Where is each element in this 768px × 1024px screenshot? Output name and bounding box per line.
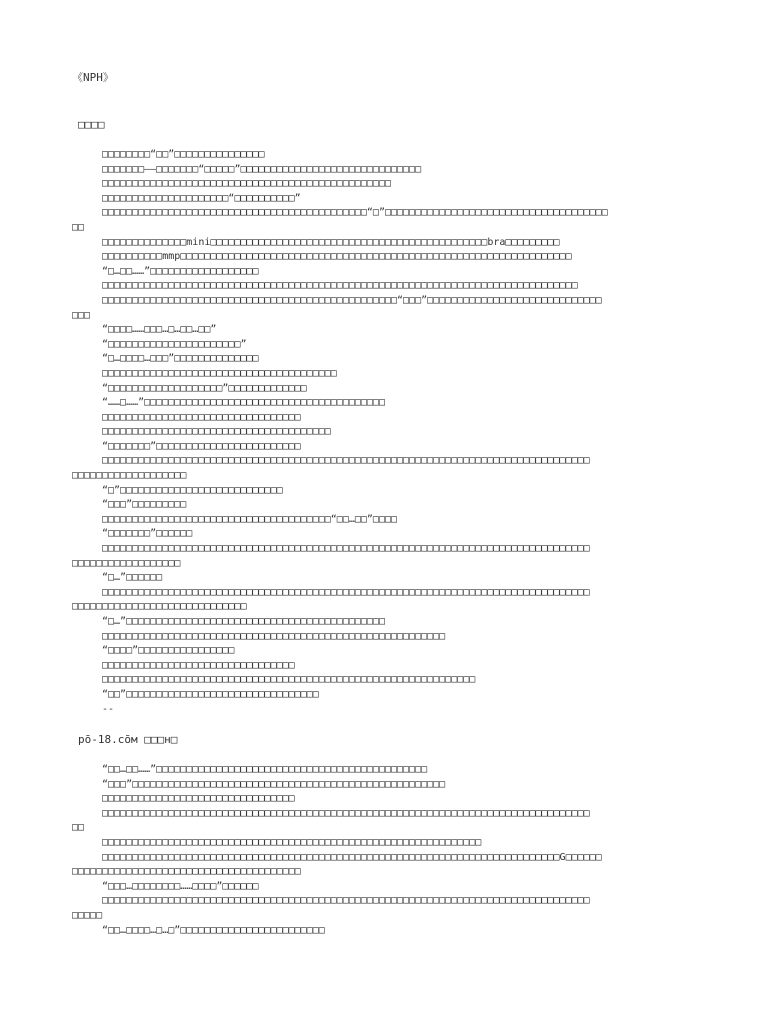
text-line: □□□□□□□□□□□□□□□□□□□□□□□□□□□□□□□□□□□□□□□□□□□□□□□□□□□□□□□□□□□□□□□□□□□□□□□□□□□□□□□ [102, 280, 578, 292]
text-line: “□□…□□□□…□…□”□□□□□□□□□□□□□□□□□□□□□□□□ [102, 924, 325, 936]
text-line: □□□□□□□——□□□□□□□“□□□□□”□□□□□□□□□□□□□□□□□□□□□□□□□□□□□□ [102, 163, 422, 175]
text-line: □□□□□□□□□□□□□□□□□□□□□□□□□□□□□□□□□□□□□□□□□□□□□□□□□□□□□□□□□□□□□□ [102, 674, 476, 686]
text-line: □□□□□□□□□□□□□□□□□□□□□□□□□□□□□□□□□□□□□□□□□□□□□□□□□□□□□□□□□□□□□□□□□□□□□□□□□□□□□□□□□ [102, 455, 590, 467]
text-line: □□□□□□□□□□□□□□□□□□□□□□□□□□□□□□□□□□□□□□ [102, 426, 331, 438]
text-line: “□□…□□……”□□□□□□□□□□□□□□□□□□□□□□□□□□□□□□□□□□□□□□□□□□□□□ [102, 764, 428, 775]
text-line: “□□□□□□□□□□□□□□□□□□□□□□” [102, 338, 247, 350]
section-title: □□□□ [78, 118, 105, 131]
text-line: □□□□□□□□□□□□□□□□□□□□□□□□□□□□□□□□□□□□□□□□□□□□□□□□□“□□□”□□□□□□□□□□□□□□□□□□□□□□□□□□□□□ [102, 294, 602, 306]
text-line: □□□□□□□□□□□□□□mini□□□□□□□□□□□□□□□□□□□□□□□□□□□□□□□□□□□□□□□□□□□□□□bra□□□□□□□□□ [102, 236, 560, 248]
text-line: “□…□□□□…□□□”□□□□□□□□□□□□□□ [102, 353, 259, 365]
text-line: “□□□□□□□”□□□□□□ [102, 528, 193, 540]
text-line: □□□□□□□□□□□□□□□□□□□□□□□□□□□□□□□□□□□□□□□□□□□□□□□□□□□□□□□□□□□□□□□ [102, 836, 482, 848]
text-line: -- [102, 703, 115, 715]
text-line: □□□□□□□□□□□□□□□□□□□□□□□□□□□□□□□□□□□□□□□ [102, 367, 337, 379]
text-line: “□□□”□□□□□□□□□□□□□□□□□□□□□□□□□□□□□□□□□□□□□□□□□□□□□□□□□□□□ [102, 778, 446, 790]
text-line: □□□□□□□□□□□□□□□□□□□□□“□□□□□□□□□□” [102, 192, 301, 204]
text-line: “□□□”□□□□□□□□□ [102, 499, 187, 511]
text-line: □□□□□□□□□□□□□□□□□□□□□□□□□□□□□□□□ [102, 793, 295, 805]
text-line: “□…□□……”□□□□□□□□□□□□□□□□□□ [102, 265, 259, 277]
text-line: □□□□□□□□□□□□□□□□□□□□□□□□□□□□□□□□□□□□□□□□□□□□□□□□□□□□□□□□□ [102, 630, 446, 642]
text-line: □□□ [72, 309, 91, 321]
text-line: □□□□□□□□□□□□□□□□□□□□□□□□□□□□□□□□□ [102, 411, 301, 423]
text-line: □□□□□□□□□□□□□□□□□□□□□□□□□□□□□ [72, 601, 247, 613]
text-line: “□□□□□□□□□□□□□□□□□□□”□□□□□□□□□□□□□ [102, 382, 307, 394]
text-line: □□□□□□□□□□□□□□□□□□□□□□□□□□□□□□□□□□□□□□ [72, 866, 301, 878]
text-line: □□□□□□□□□□□□□□□□□□□□□□□□□□□□□□□□□□□□□□□□□□□□□□□□□□□□□□□□□□□□□□□□□□□□□□□□□□□□□□□□□ [102, 895, 590, 907]
text-line: “□□□□……□□□…□…□□…□□” [102, 324, 217, 336]
text-line: □□□□□□□□□□□□□□□□□□□ [72, 470, 187, 482]
text-line: □□□□□□□□□□□□□□□□□□□□□□□□□□□□□□□□□□□□□□“□□…□□”□□□□ [102, 513, 398, 525]
document-header: 《NPH》 [72, 71, 114, 84]
section1-body [72, 148, 702, 717]
section2-body [72, 763, 702, 938]
text-line: □□□□□□□□□□□□□□□□□□□□□□□□□□□□□□□□ [102, 659, 295, 671]
text-line: “□□□…□□□□□□□□……□□□□”□□□□□□ [102, 880, 259, 892]
text-line: “□”□□□□□□□□□□□□□□□□□□□□□□□□□□□ [102, 484, 283, 496]
text-line: □□□□□□□□□□□□□□□□□□□□□□□□□□□□□□□□□□□□□□□□□□□□□□□□□□□□□□□□□□□□□□□□□□□□□□□□□□□□□□□□□ [102, 543, 590, 555]
text-line: □□□□□□□□“□□”□□□□□□□□□□□□□□□ [102, 149, 265, 160]
text-line: □□□□□□□□□□□□□□□□□□□□□□□□□□□□□□□□□□□□□□□□□□□□□□□□□□□□□□□□□□□□□□□□□□□□□□□□□□□□□□□□□ [102, 807, 590, 819]
text-line: “□□□□□□□”□□□□□□□□□□□□□□□□□□□□□□□□ [102, 440, 301, 452]
text-line: □□□□□□□□□□□□□□□□□□□□□□□□□□□□□□□□□□□□□□□□□□□□□□□□□□□□□□□□□□□□□□□□□□□□□□□□□□□□□□□□□ [102, 586, 590, 598]
text-line: □□ [72, 221, 85, 233]
text-line: “□…”□□□□□□ [102, 572, 163, 584]
text-line: □□□□□□□□□□mmp□□□□□□□□□□□□□□□□□□□□□□□□□□□□□□□□□□□□□□□□□□□□□□□□□□□□□□□□□□□□□□□□□ [102, 251, 572, 263]
text-line: □□□□□□□□□□□□□□□□□□□□□□□□□□□□□□□□□□□□□□□□□□□□□□□□ [102, 178, 391, 190]
text-line: “□□□□”□□□□□□□□□□□□□□□□ [102, 645, 235, 657]
text-line: □□ [72, 822, 85, 834]
text-line: □□□□□ [72, 909, 103, 921]
text-line: “……□……”□□□□□□□□□□□□□□□□□□□□□□□□□□□□□□□□□□□□□□□□ [102, 397, 385, 409]
text-line: □□□□□□□□□□□□□□□□□□□□□□□□□□□□□□□□□□□□□□□□□□□□□□□□□□□□□□□□□□□□□□□□□□□□□□□□□□□□G□□□□□□ [102, 851, 602, 863]
text-line: “□…”□□□□□□□□□□□□□□□□□□□□□□□□□□□□□□□□□□□□□□□□□□□ [102, 616, 385, 627]
text-line: “□□”□□□□□□□□□□□□□□□□□□□□□□□□□□□□□□□□ [102, 688, 319, 700]
text-line: □□□□□□□□□□□□□□□□□□□□□□□□□□□□□□□□□□□□□□□□□□□□“□”□□□□□□□□□□□□□□□□□□□□□□□□□□□□□□□□□□□□□ [102, 207, 608, 219]
text-line: □□□□□□□□□□□□□□□□□□ [72, 557, 181, 569]
section-title-2: pō-18.cōм □□□н□ [78, 733, 178, 746]
